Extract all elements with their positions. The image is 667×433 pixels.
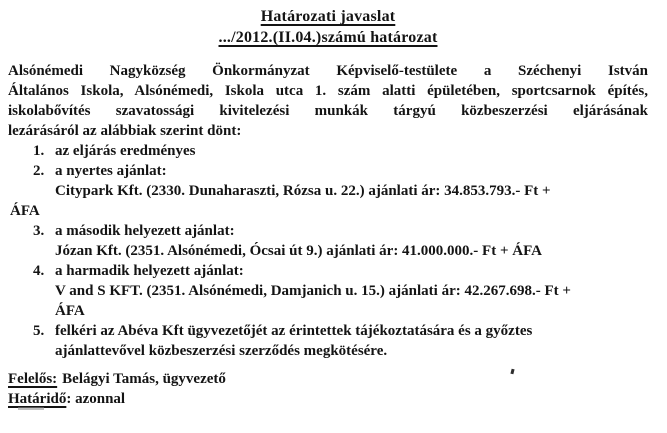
deadline-row bbox=[8, 389, 648, 409]
responsible-row bbox=[8, 369, 648, 389]
decision-item-4-content bbox=[55, 261, 648, 321]
decision-item-3-line-1: a második helyezett ajánlat: bbox=[55, 223, 235, 239]
decision-item-2-content bbox=[10, 161, 648, 221]
decision-item-3-content bbox=[55, 221, 648, 261]
decision-item-5-content bbox=[55, 321, 648, 361]
responsible-label: Felelős: bbox=[8, 371, 58, 387]
decision-item-1-number: 1. bbox=[33, 143, 45, 159]
intro-paragraph bbox=[8, 61, 648, 141]
intro-line-2: Általános Iskola, Alsónémedi, Iskola utca 1. szám alatti épületében, sportcsarnok építés, bbox=[8, 83, 648, 99]
decision-item-5-line-2: ajánlattevővel közbeszerzési szerződés megkötésére. bbox=[55, 343, 388, 359]
decision-item-3-number: 3. bbox=[33, 223, 45, 239]
deadline-label: Határidő bbox=[8, 391, 67, 407]
decision-item-2-line-3: ÁFA bbox=[10, 203, 40, 219]
intro-line-1: Alsónémedi Nagyközség Önkormányzat Képviselő-testülete a Széchenyi István bbox=[8, 63, 648, 79]
document-footer bbox=[8, 369, 648, 409]
intro-line-3: iskolabővítés szavatossági kivitelezési munkák tárgyú közbeszerzési eljárásának bbox=[8, 103, 648, 119]
decision-item-3 bbox=[8, 221, 648, 261]
decision-item-3-line-2: Józan Kft. (2351. Alsónémedi, Ócsai út 9.) ajánlati ár: 41.000.000.- Ft + ÁFA bbox=[55, 243, 542, 259]
title-text-2: .../2012.(II.04.)számú határozat bbox=[218, 29, 438, 46]
intro-line-4: lezárásáról az alábbiak szerint dönt: bbox=[8, 123, 242, 139]
decision-item-4-line-1: a harmadik helyezett ajánlat: bbox=[55, 263, 244, 279]
responsible-value: Belágyi Tamás, ügyvezető bbox=[62, 371, 226, 387]
decision-item-2-number: 2. bbox=[33, 163, 45, 179]
decision-item-1 bbox=[8, 141, 648, 161]
document-title-line-1 bbox=[8, 6, 648, 27]
decision-item-4-line-2: V and S KFT. (2351. Alsónémedi, Damjanich u. 15.) ajánlati ár: 42.267.698.- Ft + bbox=[55, 283, 571, 299]
title-text-1: Határozati javaslat bbox=[260, 8, 396, 25]
decision-item-2-line-2: Citypark Kft. (2330. Dunaharaszti, Rózsa u. 22.) ajánlati ár: 34.853.793.- Ft + bbox=[55, 183, 551, 199]
scan-artifact-smudge bbox=[18, 407, 44, 410]
document-title-line-2 bbox=[8, 27, 648, 48]
decision-item-2 bbox=[8, 161, 648, 221]
decision-item-1-line-1: az eljárás eredményes bbox=[55, 143, 196, 159]
decision-item-5-line-1: felkéri az Abéva Kft ügyvezetőjét az érintettek tájékoztatására és a győztes bbox=[55, 323, 533, 339]
decision-list bbox=[8, 141, 648, 361]
decision-item-5 bbox=[8, 321, 648, 361]
decision-item-4-number: 4. bbox=[33, 263, 45, 279]
decision-item-4-line-3: ÁFA bbox=[55, 303, 85, 319]
decision-item-1-content bbox=[55, 141, 648, 161]
decision-item-5-number: 5. bbox=[33, 323, 45, 339]
deadline-value: : azonnal bbox=[66, 391, 126, 407]
decision-item-4 bbox=[8, 261, 648, 321]
decision-item-2-line-1: a nyertes ajánlat: bbox=[55, 163, 167, 179]
